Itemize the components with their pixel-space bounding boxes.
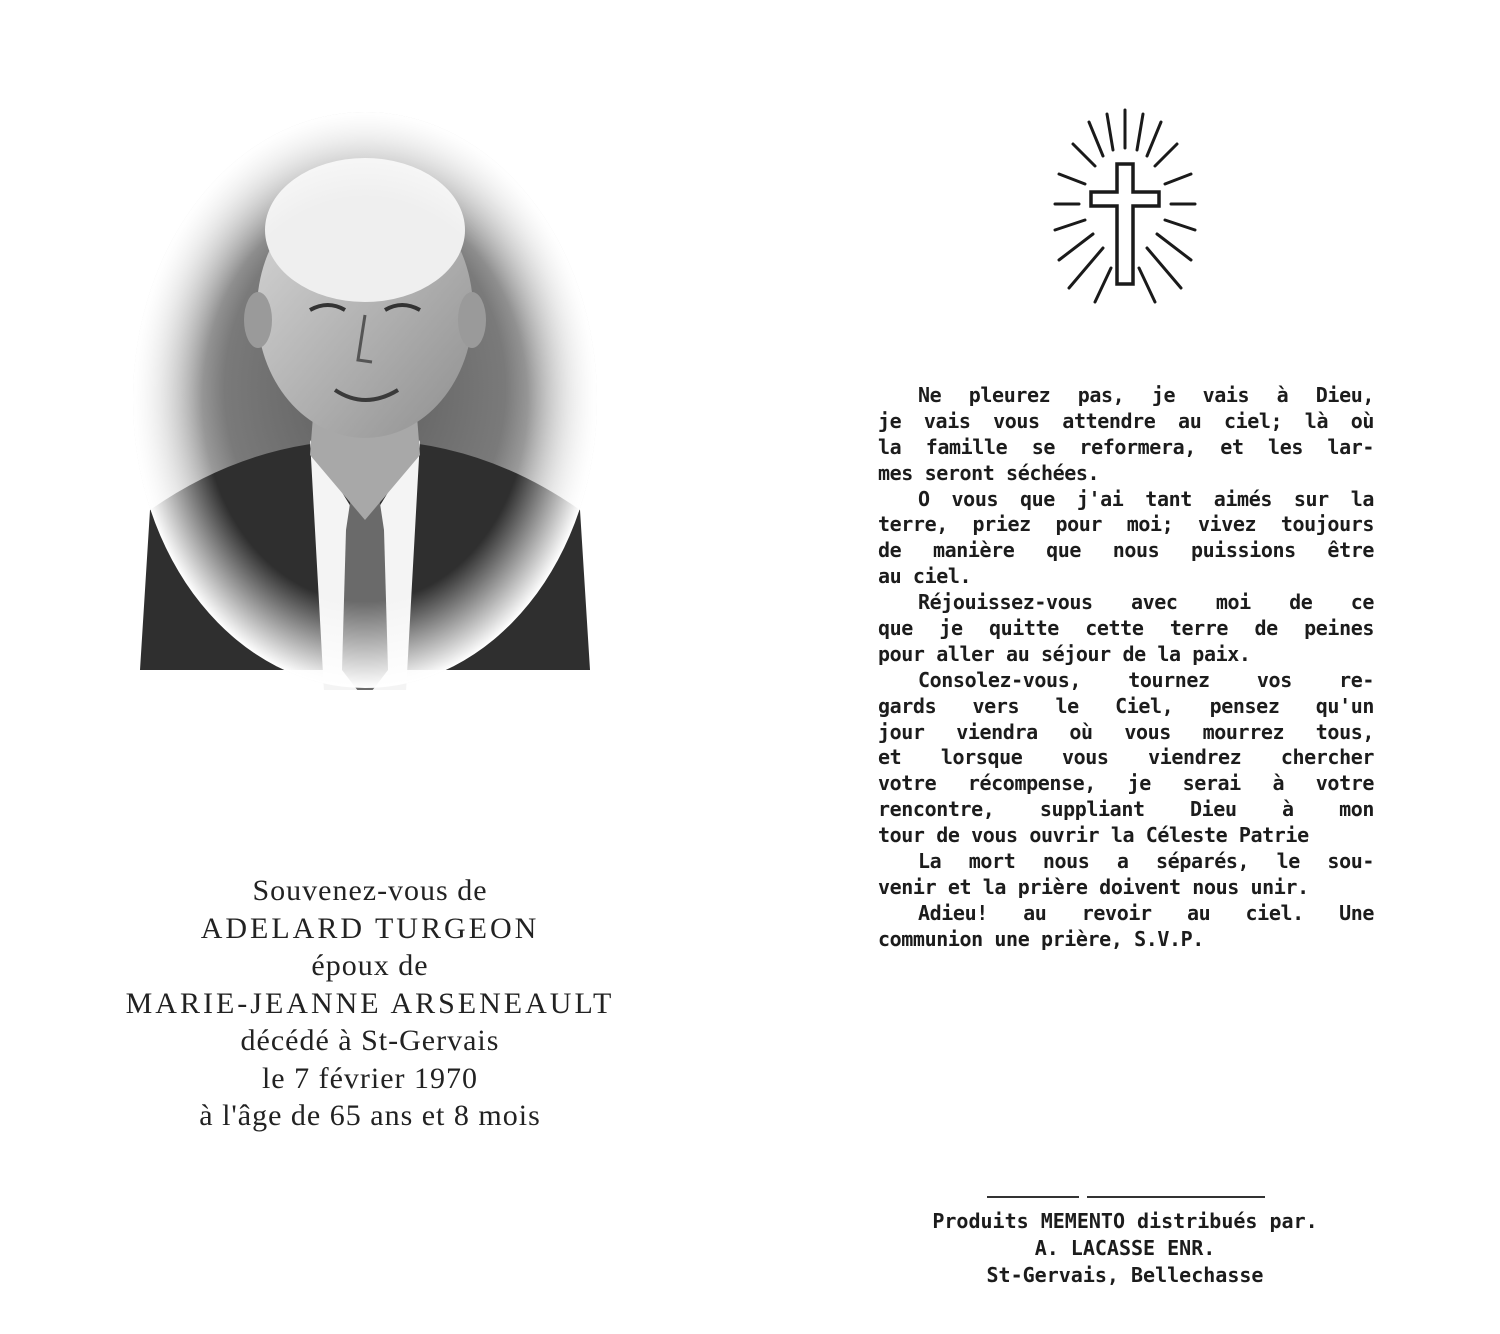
publisher-credits [865,1208,1385,1289]
prayer-line: je vais vous attendre au ciel; là où [878,408,1374,433]
prayer-line: venir et la prière doivent nous unir. [878,874,1309,899]
prayer-line: rencontre, suppliant Dieu à mon [878,797,1374,822]
age-at-death: à l'âge de 65 ans et 8 mois [199,1099,541,1132]
prayer-line: Adieu! au revoir au ciel. Une [918,900,1374,925]
prayer-line: votre récompense, je serai à votre [878,771,1374,796]
prayer-line: terre, priez pour moi; vivez toujours [878,512,1374,537]
prayer-line: pour aller au séjour de la paix. [878,641,1251,666]
prayer-line: gards vers le Ciel, pensez qu'un [878,693,1374,718]
publisher-location: St-Gervais, Bellechasse [986,1263,1264,1287]
divider-right [1087,1196,1265,1198]
prayer-line: O vous que j'ai tant aimés sur la [918,486,1374,511]
credits-line: Produits MEMENTO distribués par. [932,1209,1318,1233]
prayer-line: jour viendra où vous mourrez tous, [878,719,1374,744]
deceased-name: ADELARD TURGEON [200,911,540,945]
prayer-line: Consolez-vous, tournez vos re- [918,667,1374,692]
portrait-illustration [130,110,600,690]
prayer-line: de manière que nous puissions être [878,538,1374,563]
radiant-cross-icon [1045,108,1205,308]
memorial-intro: Souvenez-vous de [252,874,488,907]
prayer-line: mes seront séchées. [878,460,1100,485]
prayer-line: au ciel. [878,564,972,589]
left-panel [0,0,745,1334]
death-date: le 7 février 1970 [261,1061,479,1095]
prayer-line: communion une prière, S.V.P. [878,926,1204,951]
publisher-name: A. LACASSE ENR. [1034,1236,1216,1260]
prayer-text [878,383,1374,953]
prayer-line: tour de vous ouvrir la Céleste Patrie [878,823,1309,848]
prayer-line: La mort nous a séparés, le sou- [918,849,1374,874]
prayer-line: que je quitte cette terre de peines [878,616,1374,641]
memorial-text [60,872,680,1135]
divider-left [987,1196,1079,1198]
portrait-photo [130,110,600,690]
memorial-spouse-intro: époux de [311,949,429,982]
death-place: décédé à St-Gervais [240,1024,500,1057]
right-panel [745,0,1500,1334]
spouse-name: MARIE-JEANNE ARSENEAULT [125,986,615,1020]
prayer-line: la famille se reformera, et les lar- [878,434,1374,459]
prayer-line: Ne pleurez pas, je vais à Dieu, [918,383,1374,407]
prayer-line: Réjouissez-vous avec moi de ce [918,590,1374,615]
prayer-line: et lorsque vous viendrez chercher [878,745,1374,770]
